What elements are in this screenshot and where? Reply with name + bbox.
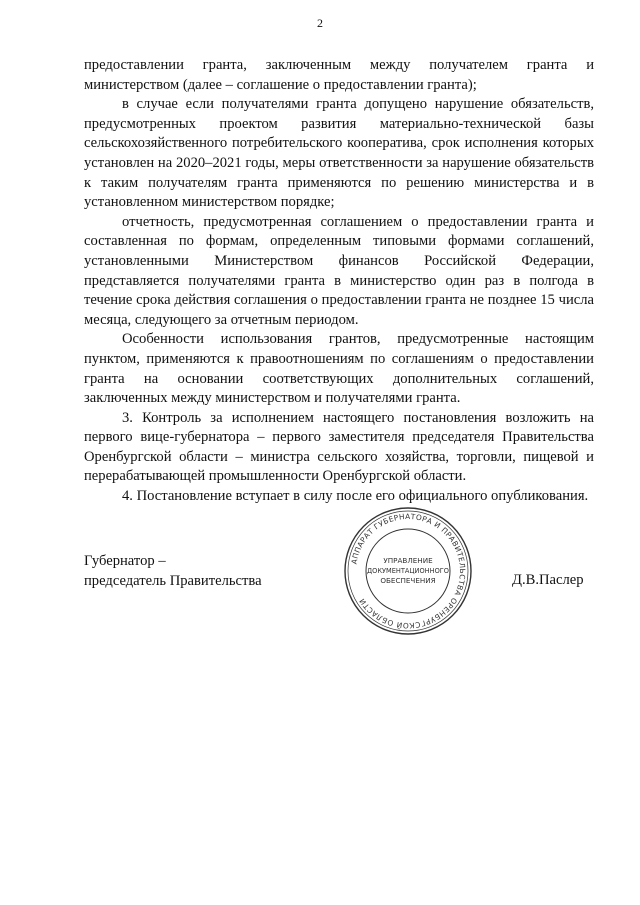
paragraph-item-3: 3. Контроль за исполнением настоящего постановления возложить на первого вице-губернатора – первого заместителя председателя Правительства Оренбургской области – министра сельского хозяйства, торговли, пищевой и перерабатывающей промышленности Оренбургской области. xyxy=(84,409,594,485)
paragraph-item-4: 4. Постановление вступает в силу после его официального опубликования. xyxy=(122,488,589,505)
paragraph-continuation: предоставлении гранта, заключенным между получателем гранта и министерством (далее – соглашение о предоставлении гранта); xyxy=(84,57,594,93)
stamp-center-line3: ОБЕСПЕЧЕНИЯ xyxy=(380,576,436,585)
paragraph-liability: в случае если получателями гранта допущено нарушение обязательств, предусмотренных проектом развития материально-технической базы сельскохозяйственного потребительского кооператива, срок исполнения которых установлен на 2020–2021 годы, меры ответственности за нарушение обязательств к таким получателям гранта применяются по решению министерства и в установленном министерством порядке; xyxy=(84,96,594,211)
signatory-title-line2: председатель Правительства xyxy=(84,572,262,589)
stamp-center-line2: ДОКУМЕНТАЦИОННОГО xyxy=(367,567,449,575)
signatory-title-line1: Губернатор – xyxy=(84,553,166,569)
paragraph-reporting: отчетность, предусмотренная соглашением о предоставлении гранта и составленная по формам, определенным типовыми формами соглашений, установленными Министерством финансов Российской Федерации, представляется получателями гранта в министерство один раз в полгода в течение срока действия соглашения о предоставлении гранта не позднее 15 числа месяца, следующего за отчетным периодом. xyxy=(84,213,594,328)
signatory-name: Д.В.Паслер xyxy=(512,572,584,588)
page-number: 2 xyxy=(317,16,323,30)
stamp-ring-textpath: АППАРАТ ГУБЕРНАТОРА И ПРАВИТЕЛЬСТВА ОРЕНБУРГСКОЙ ОБЛАСТИ xyxy=(349,511,468,631)
paragraph-grant-features: Особенности использования грантов, предусмотренные настоящим пунктом, применяются к правоотношениям по соглашениям о предоставлении гранта на основании соответствующих дополнительных соглашений, заключенных между министерством и получателями гранта. xyxy=(84,331,594,407)
signatory-title xyxy=(84,552,262,591)
stamp-center-line1: УПРАВЛЕНИЕ xyxy=(383,556,433,565)
official-stamp-seal xyxy=(342,505,474,637)
document-body xyxy=(84,56,594,507)
